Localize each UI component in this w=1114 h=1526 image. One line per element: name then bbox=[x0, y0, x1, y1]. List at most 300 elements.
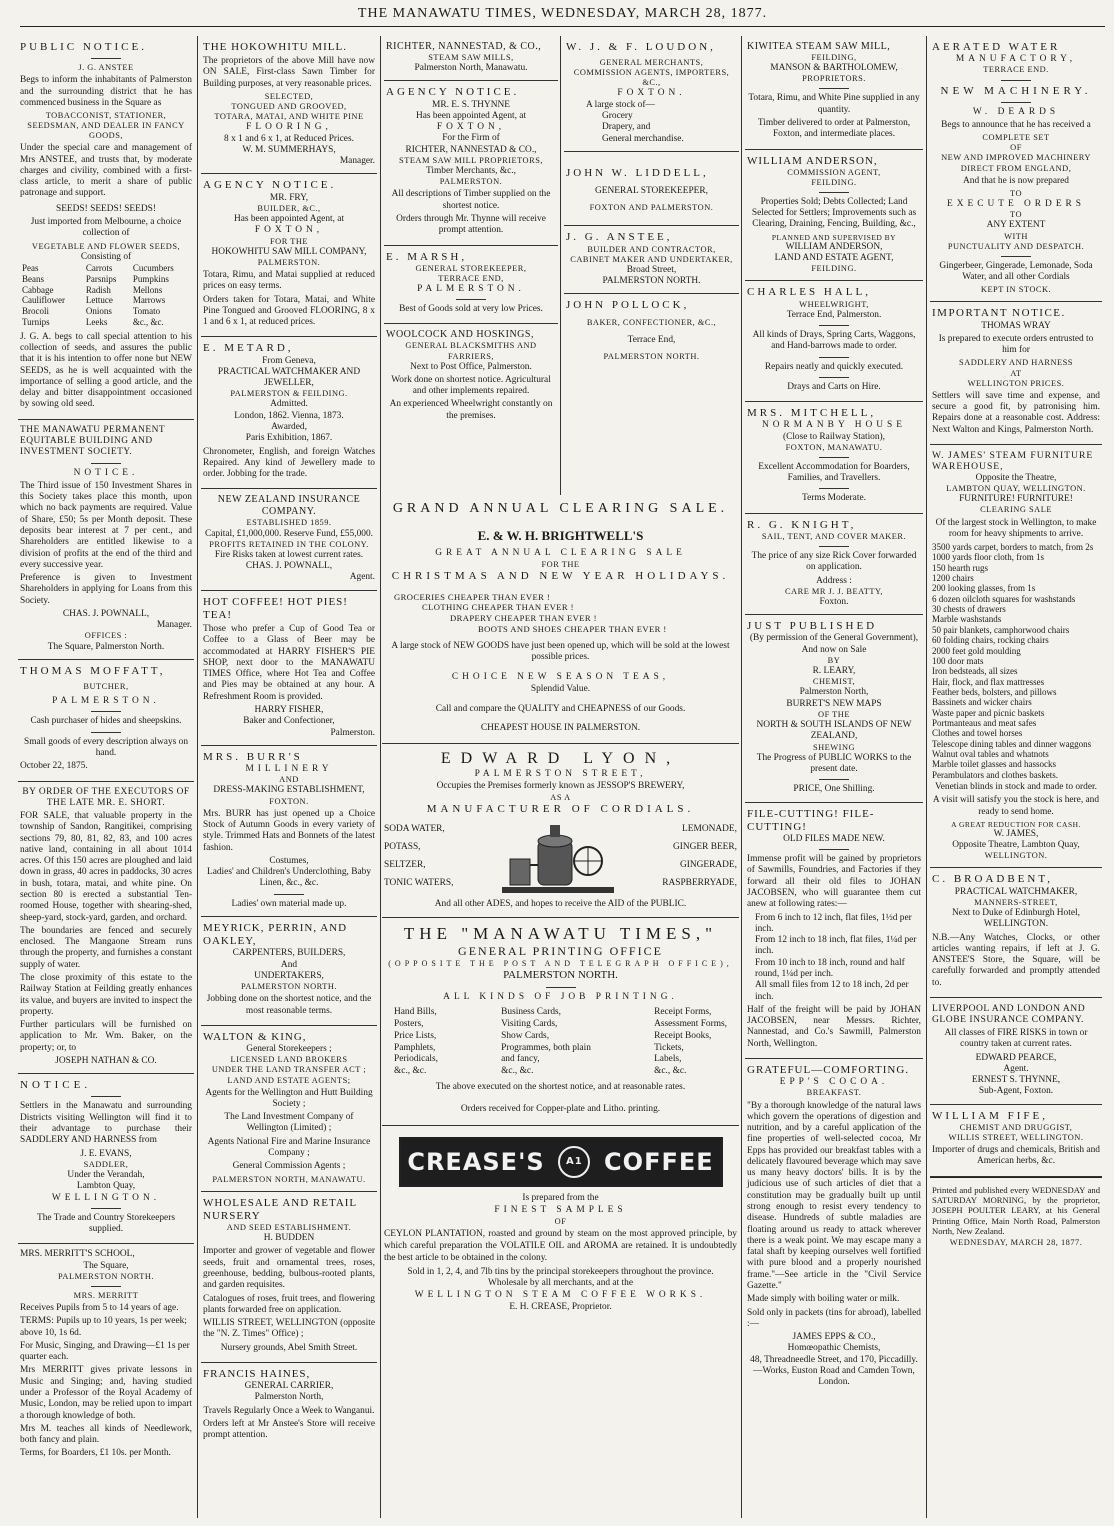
ad-line: WELLINGTON PRICES. bbox=[967, 378, 1065, 388]
ad-body: Repairs neatly and quickly executed. bbox=[764, 361, 904, 372]
seeds-cell: Brocoli bbox=[22, 306, 49, 317]
seeds-row bbox=[20, 285, 192, 296]
column-rule bbox=[926, 36, 927, 1518]
ad-body: The price of any size Rick Cover forwarded on application. bbox=[751, 551, 917, 573]
ad-body: General Commission Agents ; bbox=[232, 1161, 346, 1172]
printing-item: &c., &c. bbox=[501, 1066, 534, 1077]
furniture-item: 150 hearth rugs bbox=[932, 562, 988, 573]
seeds-cell: Marrows bbox=[132, 295, 166, 306]
ad-address: Terrace End, bbox=[627, 334, 676, 345]
ad-line: ALL KINDS OF JOB PRINTING. bbox=[443, 991, 678, 1002]
ad-anstee-public-notice bbox=[18, 36, 194, 420]
cordial-item: LEMONADE, bbox=[682, 823, 737, 834]
furniture-item: 50 pair blankets, camphorwood chairs bbox=[932, 624, 1070, 635]
ad-trade: CARPENTERS, BUILDERS, bbox=[232, 948, 346, 959]
ad-line: FOR THE bbox=[541, 559, 580, 569]
ad-trade: General Storekeepers ; bbox=[246, 1044, 332, 1055]
furniture-item: Marble toilet glasses and hassocks bbox=[932, 759, 1056, 770]
ad-line: TO bbox=[1009, 188, 1022, 198]
ad-address: Opposite Theatre, Lambton Quay, bbox=[952, 840, 1080, 851]
ad-w-james-furniture bbox=[930, 445, 1102, 869]
ad-body: The Land Investment Company of Wellington (Limited) ; bbox=[224, 1112, 354, 1134]
ad-line: NEW AND IMPROVED MACHINERY bbox=[941, 153, 1091, 163]
ad-title: LIVERPOOL AND LONDON AND GLOBE INSURANCE COMPANY. bbox=[932, 1002, 1086, 1026]
imprint-date: WEDNESDAY, MARCH 28, 1877. bbox=[949, 1238, 1083, 1248]
ad-address: Opposite the Theatre, bbox=[975, 472, 1057, 483]
ad-subtitle: MANUFACTORY, bbox=[955, 54, 1077, 65]
ad-name: R. LEARY, bbox=[812, 666, 856, 677]
furniture-item: Clothes and towel horses bbox=[932, 728, 1023, 739]
ad-body: Has been appointed Agent, at bbox=[415, 110, 527, 121]
ad-line: PLANNED AND SUPERVISED BY bbox=[771, 232, 897, 242]
ad-line: SHEWING bbox=[812, 742, 856, 752]
seeds-row bbox=[20, 295, 192, 306]
ad-title: HOT COFFEE! HOT PIES! TEA! bbox=[203, 595, 348, 621]
furniture-item: 60 folding chairs, rocking chairs bbox=[932, 635, 1049, 646]
ad-line: From Geneva, bbox=[262, 355, 316, 366]
ad-subtitle: NORMANBY HOUSE bbox=[762, 420, 906, 431]
column-rule bbox=[560, 36, 561, 495]
ad-town: FEILDING. bbox=[811, 264, 857, 274]
ad-body: Sold only in packets (tins for abroad), labelled :— bbox=[747, 1307, 921, 1329]
stock-item: Drapery, and bbox=[602, 122, 651, 133]
furniture-item: 200 looking glasses, from 1s bbox=[932, 583, 1036, 594]
ad-line: WITH bbox=[1004, 231, 1028, 241]
ad-metard bbox=[201, 337, 377, 489]
ad-liverpool-insurance bbox=[930, 998, 1102, 1105]
ad-trade: WHEELWRIGHT, bbox=[799, 299, 869, 309]
ad-name: JAMES EPPS & CO., bbox=[792, 1332, 876, 1343]
ad-line: Paris Exhibition, 1867. bbox=[245, 433, 333, 444]
ad-body: The proprietors of the above Mill have now ON SALE, First-class Sawn Timber for Building purposes, at very reasonable prices. bbox=[203, 56, 375, 89]
ad-trade: GENERAL BLACKSMITHS AND FARRIERS, bbox=[405, 341, 537, 361]
ad-trade: GENERAL CARRIER, bbox=[244, 1381, 334, 1392]
ad-title: JOHN POLLOCK, bbox=[566, 299, 690, 312]
furniture-list bbox=[932, 542, 1100, 780]
ad-body: CEYLON PLANTATION, roasted and ground by steam on the most approved principle, by which careful preparation the VOLATILE OIL and AROMA are retained. It is undoubtedly the best article to be obtained in the colony. bbox=[384, 1229, 737, 1263]
ad-title: NEW MACHINERY. bbox=[940, 84, 1092, 97]
ad-trade: GENERAL STOREKEEPER, bbox=[594, 186, 709, 197]
ad-trade: MILLINERY bbox=[245, 764, 333, 775]
ad-file-cutting bbox=[745, 803, 923, 1059]
seeds-cell: Lettuce bbox=[85, 295, 113, 306]
furniture-item: 6 dozen oilcloth squares for washstands bbox=[932, 593, 1076, 604]
furniture-item: Telescope dining tables and dinner waggons bbox=[932, 738, 1092, 749]
seeds-cell: Cucumbers bbox=[132, 262, 174, 273]
ad-line: BURRET'S NEW MAPS bbox=[786, 698, 882, 709]
printing-item: Labels, bbox=[654, 1054, 682, 1065]
ad-title: PUBLIC NOTICE. bbox=[20, 41, 147, 53]
ad-body: WILLIS STREET, WELLINGTON (opposite the "N. Z. Times" Office) ; bbox=[203, 1318, 375, 1340]
middle-ads bbox=[382, 495, 739, 1518]
ad-title: MRS. MITCHELL, bbox=[747, 407, 877, 420]
ad-line: TONGUED AND GROOVED, bbox=[231, 102, 347, 112]
ad-body: Immense profit will be gained by proprietors of Sawmills, Foundries, and Factories if they forward all their old files to JOHAN JACOBSEN, who will guarantee them cut anew at following rates:— bbox=[747, 854, 921, 910]
ad-building-society bbox=[18, 420, 194, 660]
ad-title: WALTON & KING, bbox=[203, 1030, 307, 1043]
ad-burr-millinery bbox=[201, 746, 377, 917]
ad-body: Under the special care and management of Mrs ANSTEE, and trusts that, by moderate charges and civility, combined with a first-class article, to merit a share of public patronage and support. bbox=[20, 143, 192, 199]
ad-thynne-agency bbox=[384, 81, 558, 245]
imprint bbox=[930, 1177, 1102, 1255]
ad-role: Agent. bbox=[349, 572, 375, 583]
ad-address: MANNERS-STREET, bbox=[974, 897, 1058, 907]
seeds-cell: Leeks bbox=[85, 316, 108, 327]
ad-town: PALMERSTON. bbox=[52, 696, 160, 707]
cordial-item: GINGER BEER, bbox=[672, 841, 737, 852]
crease-coffee-logo bbox=[399, 1137, 723, 1187]
ad-signature: CHAS. J. POWNALL, bbox=[62, 608, 150, 619]
ad-town: FOXTON, bbox=[436, 122, 506, 133]
ad-line: SELECTED, bbox=[264, 92, 314, 102]
ad-address: Lambton Quay, bbox=[76, 1181, 136, 1192]
ad-title: THE MANAWATU PERMANENT EQUITABLE BUILDING AND INVESTMENT SOCIETY. bbox=[20, 424, 165, 458]
ad-name: MR. FRY, bbox=[269, 192, 309, 203]
seeds-row bbox=[20, 274, 192, 285]
seeds-cell: Carrots bbox=[85, 262, 113, 273]
notice-heading: NOTICE. bbox=[73, 467, 139, 478]
bright-list bbox=[394, 592, 737, 635]
ad-line: Capital, £1,000,000. Reserve Fund, £55,000. bbox=[205, 528, 373, 539]
ad-trade: Homœopathic Chemists, bbox=[787, 1343, 881, 1354]
seeds-cell: Cabbage bbox=[22, 284, 54, 295]
ad-body: "By a thorough knowledge of the natural laws which govern the operations of digestion and nutrition, and by a careful application of the fine properties of well-selected cocoa, Mr Epps has provided our breakfast tables with a delicately flavoured beverage which may save us many heavy doctors' bills. It is by the judicious use of such articles of diet that a constitution may be gradually built up until strong enough to resist every tendency to disease. Hundreds of subtle maladies are floating around us ready to attack wherever there is a weak point. We may escape many a fatal shaft by keeping ourselves well fortified with pure blood and a properly nourished frame."—See article in the "Civil Service Gazette." bbox=[747, 1100, 921, 1291]
printing-list-1 bbox=[394, 1007, 438, 1078]
ad-line: Costumes, bbox=[269, 855, 309, 866]
bright-list-item: BOOTS AND SHOES CHEAPER THAN EVER ! bbox=[478, 623, 667, 634]
ad-trade: COMMISSION AGENT, bbox=[787, 167, 881, 177]
ad-title: MRS. BURR'S bbox=[203, 750, 303, 763]
ad-address: Next to Post Office, Palmerston. bbox=[410, 361, 532, 372]
ad-signature: HARRY FISHER, bbox=[254, 705, 324, 716]
ad-title: AERATED WATER bbox=[932, 41, 1061, 53]
ad-line: DIRECT FROM ENGLAND, bbox=[960, 163, 1072, 173]
ad-trade: LAND AND ESTATE AGENT, bbox=[774, 253, 894, 264]
ad-body: The boundaries are fenced and securely enclosed. The Mangaone Stream runs through the property, and furnishes a constant supply of water. bbox=[20, 925, 192, 970]
ad-trade: SADDLER, bbox=[83, 1159, 129, 1169]
ad-line: Fire Risks taken at lowest current rates. bbox=[214, 549, 364, 560]
ad-trade: CHEMIST, bbox=[812, 677, 856, 687]
seeds-cell: Mellons bbox=[132, 284, 163, 295]
ad-line: AND bbox=[279, 775, 299, 785]
seeds-cell: Radish bbox=[85, 284, 111, 295]
ad-subtitle: FURNITURE! FURNITURE! bbox=[959, 494, 1073, 505]
ad-title: CHARLES HALL, bbox=[747, 286, 871, 299]
ad-body: Importer of drugs and chemicals, British and American herbs, &c. bbox=[932, 1145, 1100, 1167]
ad-title: E. METARD, bbox=[203, 342, 294, 355]
ad-subtitle: EPP'S COCOA. bbox=[779, 1077, 889, 1088]
ad-town: FOXTON, MANAWATU. bbox=[785, 442, 883, 452]
ad-trade: UNDERTAKERS, bbox=[254, 970, 324, 981]
ad-body: N.B.—Any Watches, Clocks, or other articles wanting repairs, if left at J. G. ANSTEE'S Store, the Square, will be carefully forwarded and promptly attended to. bbox=[932, 932, 1100, 988]
ad-line: A GREAT REDUCTION FOR CASH. bbox=[951, 819, 1081, 829]
logo-text: COFFEE bbox=[604, 1148, 714, 1177]
ad-body: Agents for the Wellington and Hutt Building Society ; bbox=[205, 1087, 373, 1109]
furniture-item: Walnut oval tables and whatnots bbox=[932, 748, 1049, 759]
ad-line: TO bbox=[1009, 210, 1022, 220]
ad-body: Best of Goods sold at very low Prices. bbox=[399, 304, 543, 315]
ad-line: TOTARA, MATAI, AND WHITE PINE bbox=[214, 112, 364, 122]
ad-trade: CABINET MAKER AND UNDERTAKER, bbox=[570, 254, 733, 264]
cordial-item: SODA WATER, bbox=[384, 823, 445, 834]
ad-body: All kinds of Drays, Spring Carts, Waggons, and Hand-barrows made to order. bbox=[752, 329, 916, 352]
seeds-cell: &c., &c. bbox=[132, 316, 164, 327]
ad-line: PUNCTUALITY AND DESPATCH. bbox=[947, 241, 1085, 251]
ad-line: (By permission of the General Government), bbox=[749, 633, 919, 644]
ad-body: Timber delivered to order at Palmerston, Foxton, and intermediate places. bbox=[757, 118, 911, 140]
cordials-left bbox=[384, 821, 453, 895]
ad-title: JUST PUBLISHED bbox=[747, 620, 878, 633]
ad-trade: BUILDER, &C., bbox=[257, 203, 321, 213]
ad-town: PALMERSTON NORTH. bbox=[602, 276, 701, 286]
ad-body: A visit will satisfy you the stock is here, and ready to send home. bbox=[932, 795, 1100, 817]
file-rate-item: From 6 inch to 12 inch, flat files, 1½d per inch. bbox=[755, 912, 912, 934]
ad-crease-coffee bbox=[382, 1126, 739, 1319]
ad-line: Address : bbox=[816, 575, 852, 586]
ad-body: Gingerbeer, Gingerade, Lemonade, Soda Water, and all other Cordials bbox=[939, 260, 1093, 283]
ad-body: Sold in 1, 2, 4, and 7lb tins by the principal storekeepers throughout the province. bbox=[407, 1266, 714, 1277]
ad-line: NORTH & SOUTH ISLANDS OF NEW ZEALAND, bbox=[756, 720, 912, 742]
ad-just-published bbox=[745, 615, 923, 802]
ad-town: WELLINGTON. bbox=[51, 1192, 161, 1203]
ad-title: GRAND ANNUAL CLEARING SALE. bbox=[392, 501, 729, 516]
ad-town: Palmerston North, bbox=[799, 687, 869, 698]
ad-town: Foxton. bbox=[819, 596, 849, 607]
ad-body: And that he is now prepared bbox=[963, 175, 1069, 186]
ad-body: Cash purchaser of hides and sheepskins. bbox=[30, 716, 182, 727]
ad-title: THE HOKOWHITU MILL. bbox=[203, 41, 347, 53]
cordial-item: TONIC WATERS, bbox=[384, 877, 454, 888]
ad-jg-anstee-builder bbox=[564, 226, 739, 294]
ad-line: WELLINGTON STEAM COFFEE WORKS. bbox=[414, 1290, 707, 1301]
ad-body: Jobbing done on the shortest notice, and the most reasonable terms. bbox=[206, 994, 372, 1016]
ad-aerated-water bbox=[930, 36, 1102, 302]
cordial-item: SELTZER, bbox=[384, 859, 426, 870]
column-rule bbox=[197, 36, 198, 1518]
column-5 bbox=[745, 36, 923, 1518]
ad-body: Catalogues of roses, fruit trees, and flowering plants forwarded free on application. bbox=[203, 1293, 375, 1315]
ad-line: OF bbox=[1010, 143, 1022, 153]
ad-address: 48, Threadneedle Street, and 170, Piccadilly.—Works, Euston Road and Camden Town, London. bbox=[750, 1354, 918, 1388]
file-rates-list bbox=[747, 913, 921, 1003]
ad-address: Terrace End, Palmerston. bbox=[786, 309, 882, 320]
ad-body: Wholesale by all merchants, and at the bbox=[488, 1278, 633, 1289]
ad-title: E. MARSH, bbox=[386, 250, 468, 263]
furniture-item: 1000 yards floor cloth, from 1s bbox=[932, 552, 1044, 563]
ad-town: PALMERSTON. bbox=[257, 257, 321, 267]
ad-c-broadbent bbox=[930, 868, 1102, 998]
ad-title: JOHN W. LIDDELL, bbox=[566, 166, 709, 179]
ad-body: Orders taken for Totara, Matai, and White Pine Tongued and Grooved FLOORING, 8 x 1 and 6 x 1, at reduced prices. bbox=[203, 294, 375, 328]
ad-town: FEILDING, bbox=[811, 53, 857, 62]
ad-body: The above executed on the shortest notice, and at reasonable rates. bbox=[435, 1081, 686, 1092]
ad-liddell bbox=[564, 152, 739, 227]
ad-town: FOXTON AND PALMERSTON. bbox=[589, 203, 714, 213]
ad-town: WELLINGTON. bbox=[984, 851, 1048, 861]
ad-line: STEAM SAW MILL PROPRIETORS, bbox=[399, 155, 543, 165]
ad-title: GRATEFUL—COMFORTING. bbox=[747, 1063, 910, 1076]
ad-line: KEPT IN STOCK. bbox=[980, 285, 1052, 295]
ad-line: FOR THE bbox=[269, 236, 308, 246]
ad-town: WELLINGTON. bbox=[983, 919, 1049, 930]
ad-merritt-school bbox=[18, 1244, 194, 1467]
ad-date: October 22, 1875. bbox=[20, 761, 88, 772]
ad-body: Of the largest stock in Wellington, to make room for heavy shipments to arrive. bbox=[935, 517, 1097, 539]
ad-name: E. & W. H. BRIGHTWELL'S bbox=[477, 527, 644, 543]
ad-body: Further particulars will be furnished on application to Mr. Wm. Baker, on the property; or, to bbox=[20, 1020, 192, 1053]
seeds-cell: Tomato bbox=[132, 306, 161, 317]
ad-william-fife bbox=[930, 1105, 1102, 1177]
ad-woolcock bbox=[384, 324, 558, 430]
ad-body: Occupies the Premises formerly known as JESSOP'S BREWERY, bbox=[436, 780, 685, 791]
ad-body: Begs to announce that he has received a bbox=[941, 120, 1091, 131]
ad-trades: TOBACCONIST, STATIONER, SEEDSMAN, AND DEALER IN FANCY GOODS, bbox=[27, 111, 185, 141]
ad-address: (Close to Railway Station), bbox=[782, 431, 886, 442]
bright-list-item: GROCERIES CHEAPER THAN EVER ! bbox=[394, 591, 551, 602]
ad-body: Travels Regularly Once a Week to Wanganui. bbox=[203, 1405, 375, 1416]
ad-title: IMPORTANT NOTICE. bbox=[932, 307, 1066, 320]
ad-charles-hall bbox=[745, 281, 923, 402]
ad-name: MRS. MERRITT bbox=[73, 1290, 139, 1300]
ad-edward-lyon bbox=[382, 744, 739, 918]
ad-body: Mrs M. teaches all kinds of Needlework, both fancy and plain. bbox=[20, 1423, 192, 1446]
ad-line: COMPLETE SET bbox=[982, 133, 1050, 143]
seeds-cell: Turnips bbox=[22, 316, 50, 327]
ad-body: Small goods of every description always on hand. bbox=[23, 736, 189, 758]
ad-title: WOOLCOCK AND HOSKINGS, bbox=[386, 329, 534, 341]
printing-item: &c., &c. bbox=[654, 1066, 687, 1077]
ad-role: Manager. bbox=[156, 620, 192, 631]
ad-body: The Third issue of 150 Investment Shares in this Society takes place this month, upon which no back payments are required. Value of Share, £50; 5s per Month deposit. These deposits bear interest at 7 per cent., and Shareholders are entitled likewise to a division of profits at the end of the third and every successive year. bbox=[20, 480, 192, 570]
ad-subtitle: AND SEED ESTABLISHMENT. bbox=[226, 1223, 352, 1233]
ad-body: Orders left at Mr Anstee's Store will receive prompt attention. bbox=[203, 1418, 375, 1441]
ad-subtitle: OLD FILES MADE NEW. bbox=[783, 833, 885, 844]
ad-trade: COMMISSION AGENTS, IMPORTERS, &C., bbox=[573, 68, 730, 88]
ad-body: Made simply with boiling water or milk. bbox=[747, 1294, 900, 1305]
ad-meyrick bbox=[201, 917, 377, 1026]
ad-name: WILLIAM ANDERSON, bbox=[785, 241, 883, 252]
ad-title: WILLIAM ANDERSON, bbox=[747, 154, 878, 167]
imprint-text: Printed and published every WEDNESDAY and SATURDAY MORNING, by the proprietor, JOSEPH POULTER LEARY, at his General Printing Office, Main North Road, Palmerston North, New Zealand. bbox=[932, 1184, 1100, 1236]
ad-address: (OPPOSITE THE POST AND TELEGRAPH OFFICE), bbox=[388, 958, 733, 968]
logo-text: CREASE'S bbox=[407, 1148, 545, 1177]
ad-body: TERMS: Pupils up to 10 years, 1s per week; above 10, 1s 6d. bbox=[20, 1316, 187, 1338]
ad-address: TERRACE END. bbox=[983, 65, 1049, 75]
ad-pollock bbox=[564, 294, 739, 368]
printing-item: Visiting Cards, bbox=[501, 1019, 558, 1030]
cordial-item: POTASS, bbox=[384, 841, 421, 852]
printing-item: Hand Bills, bbox=[394, 1007, 437, 1018]
ad-title: THOMAS MOFFATT, bbox=[20, 664, 166, 677]
ad-name: THOMAS WRAY bbox=[981, 320, 1051, 331]
ad-haines-carrier bbox=[201, 1363, 377, 1450]
ad-line: Ladies' own material made up. bbox=[231, 898, 347, 909]
ad-name: MR. E. S. THYNNE bbox=[432, 99, 510, 110]
ad-body: All classes of FIRE RISKS in town or country taken at current rates. bbox=[944, 1027, 1088, 1050]
ad-body: Settlers will save time and expense, and secure a good fit, by patronising him. Repairs done at a reasonable cost. Address: Next Walton and Kings, Palmerston North. bbox=[932, 390, 1100, 435]
ad-body: Totara, Rimu, and White Pine supplied in any quantity. bbox=[748, 93, 920, 115]
ad-town: FEILDING. bbox=[811, 177, 857, 187]
printing-item: Business Cards, bbox=[501, 1007, 562, 1018]
ad-town: FOXTON, bbox=[254, 225, 324, 236]
ad-line: ANY EXTENT bbox=[986, 220, 1046, 231]
ad-role: Manager. bbox=[339, 156, 375, 167]
ad-line: BREAKFAST. bbox=[806, 1088, 862, 1098]
ad-town: PALMERSTON NORTH. bbox=[603, 351, 700, 361]
ad-line: OF THE bbox=[818, 709, 850, 719]
cordials-right bbox=[662, 821, 737, 895]
ad-line: Ladies' and Children's Underclothing, Baby Linen, &c., &c. bbox=[206, 867, 372, 889]
ad-body: Excellent Accommodation for Boarders, Families, and Travellers. bbox=[758, 461, 910, 484]
ad-title: EDWARD LYON, bbox=[440, 750, 681, 768]
ad-title: NEW ZEALAND INSURANCE COMPANY. bbox=[217, 494, 361, 518]
ad-town: Palmerston North, bbox=[254, 1392, 324, 1403]
ad-address: LAMBTON QUAY, WELLINGTON. bbox=[946, 484, 1086, 494]
seeds-cell: Parsnips bbox=[85, 273, 117, 284]
ad-title: MEYRICK, PERRIN, AND OAKLEY, bbox=[203, 922, 348, 948]
cordial-item: GINGERADE, bbox=[679, 859, 737, 870]
ad-line: And bbox=[280, 959, 298, 970]
ad-town: Palmerston. bbox=[330, 727, 375, 738]
ad-body: The Trade and Country Storekeepers supplied. bbox=[37, 1212, 175, 1235]
ad-town: FOXTON. bbox=[269, 796, 309, 806]
ad-body: A large stock of NEW GOODS have just been opened up, which will be sold at the lowest possible prices. bbox=[391, 640, 730, 663]
furniture-item: Bassinets and wicker chairs bbox=[932, 697, 1032, 708]
ad-trade: DRESS-MAKING ESTABLISHMENT, bbox=[213, 785, 365, 796]
ad-body: Properties Sold; Debts Collected; Land Selected for Settlers; Improvements such as Clearing, Draining, Fencing, Building, &c., bbox=[751, 196, 917, 230]
cordial-machine-illustration bbox=[498, 821, 618, 895]
ad-address: Under the Verandah, bbox=[67, 1169, 145, 1180]
ad-line: UNDER THE LAND TRANSFER ACT ; bbox=[211, 1065, 367, 1075]
offices-label: OFFICES : bbox=[84, 631, 128, 641]
printing-item: Pamphlets, bbox=[394, 1042, 436, 1053]
ad-title: C. BROADBENT, bbox=[932, 873, 1053, 886]
ad-line: OF bbox=[554, 1216, 567, 1226]
ad-line: And now on Sale bbox=[801, 644, 867, 655]
furniture-item: Portmanteaus and meat safes bbox=[932, 717, 1037, 728]
printing-item: Price Lists, bbox=[394, 1030, 437, 1041]
ad-town: PALMERSTON & FEILDING. bbox=[230, 389, 348, 399]
ad-subtitle: STEAM SAW MILLS, bbox=[428, 53, 514, 62]
ad-mrs-mitchell bbox=[745, 402, 923, 514]
column-1 bbox=[18, 36, 194, 1518]
ad-body: Settlers in the Manawatu and surrounding Districts visiting Wellington will find it to their advantage to purchase their SADDLERY AND HARNESS from bbox=[20, 1101, 192, 1146]
ad-town: PALMERSTON. bbox=[439, 177, 503, 187]
ad-moffatt bbox=[18, 660, 194, 782]
ad-signature: E. H. CREASE, Proprietor. bbox=[509, 1301, 612, 1312]
ad-line: For the Firm of bbox=[442, 133, 500, 144]
ad-title: WHOLESALE AND RETAIL NURSERY bbox=[203, 1196, 357, 1222]
file-rate-item: From 12 inch to 18 inch, flat files, 1¼d per inch. bbox=[755, 935, 917, 957]
furniture-item: Hair, flock, and flax mattresses bbox=[932, 676, 1045, 687]
ad-body: The close proximity of this estate to the Railway Station at Feilding greatly enhances its value, and buyers are invited to inspect the property. bbox=[20, 973, 192, 1017]
ad-title: FILE-CUTTING! FILE-CUTTING! bbox=[747, 807, 875, 833]
ad-trade: GENERAL STOREKEEPER, bbox=[415, 263, 527, 273]
ad-address: Broad Street, bbox=[626, 264, 677, 275]
seeds-body: Just imported from Melbourne, a choice collection of bbox=[30, 217, 182, 239]
ad-body: FOR SALE, that valuable property in the township of Sandon, Rangitikei, comprising sections 79, 80, 81, 82, 83, and 100 acres native land, containing in all about 1014 acres. Of this 150 acres are ploughed and laid down in grass, 40 acres in paddocks, 30 acres in bush, totara, matai, and white pine. On section 80 is erected a substantial Ten-roomed House, together with shearing-shed, sheep-yard, stock-yard, garden, and orchard. bbox=[20, 811, 192, 923]
ad-trade: CHEMIST AND DRUGGIST, bbox=[959, 1122, 1073, 1132]
seeds-note: J. G. A. begs to call special attention to his collection of seeds, and assures the public that it is his intention to offer none but NEW SEEDS, as he is well acquainted with the importance of selling a good article, and the delay and bitter disappointment occasioned by sowing old seed. bbox=[20, 331, 192, 410]
printing-item: Receipt Books, bbox=[654, 1030, 712, 1041]
ad-town: PALMERSTON NORTH, MANAWATU. bbox=[212, 1174, 366, 1184]
ad-subtitle: GREAT ANNUAL CLEARING SALE bbox=[435, 547, 686, 558]
ad-body: Is prepared to execute orders entrusted to him for bbox=[938, 333, 1094, 356]
ad-nz-insurance bbox=[201, 489, 377, 590]
furniture-item: 1200 chairs bbox=[932, 573, 974, 584]
ad-marsh bbox=[384, 246, 558, 325]
furniture-item: 100 door mats bbox=[932, 655, 984, 666]
